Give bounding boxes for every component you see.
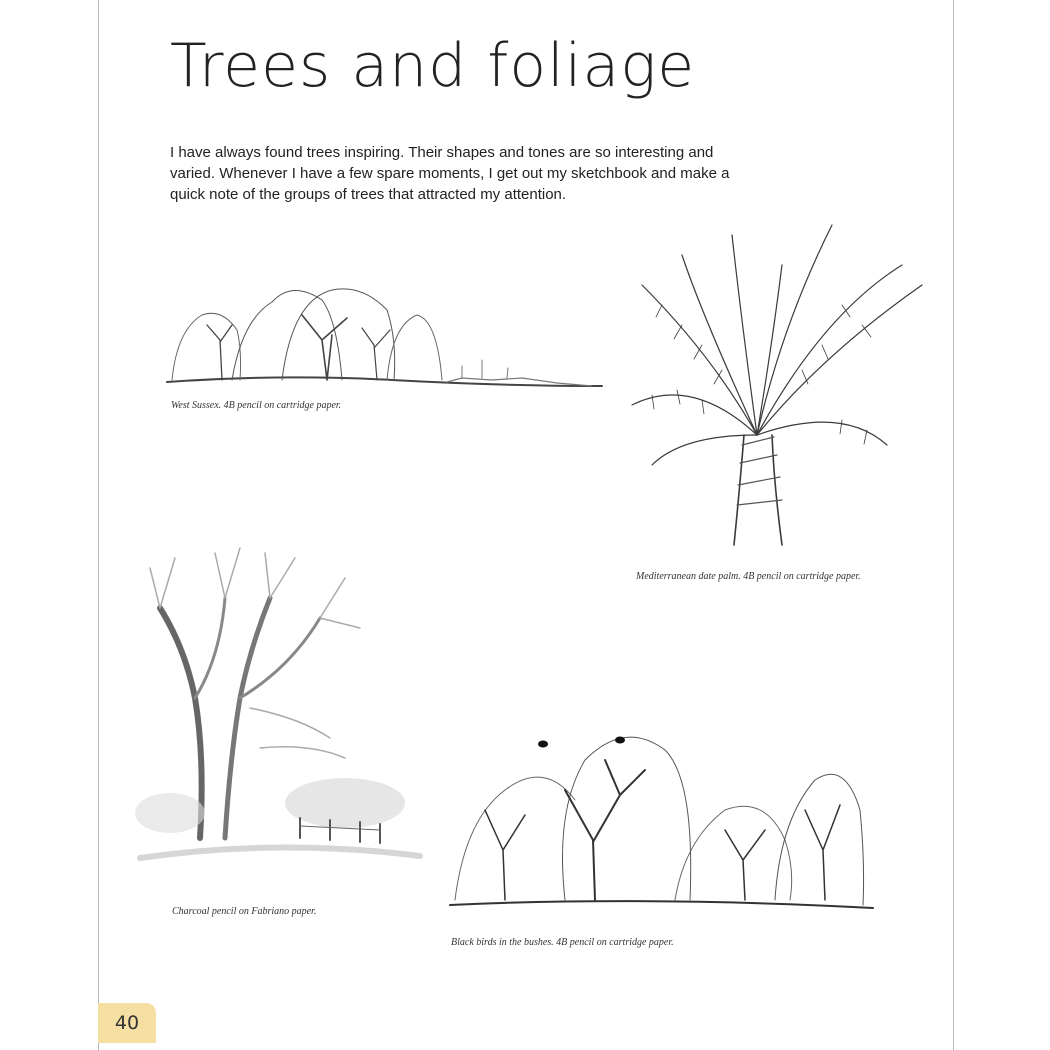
charcoal-caption: Charcoal pencil on Fabriano paper. — [172, 906, 317, 917]
west-sussex-caption: West Sussex. 4B pencil on cartridge paper. — [171, 400, 342, 411]
bushes-sketch — [445, 700, 877, 916]
date-palm-sketch — [622, 205, 932, 555]
intro-paragraph: I have always found trees inspiring. Their shapes and tones are so interesting and varied. Whenever I have a few spare moments, I get out my sketchbook and make a quick note of the groups of trees that attracted my attention. — [170, 144, 730, 203]
page-title: Trees and foliage — [170, 31, 696, 101]
west-sussex-sketch — [162, 270, 608, 396]
page-number: 40 — [114, 1012, 140, 1034]
charcoal-tree-sketch — [130, 538, 430, 872]
bushes-caption: Black birds in the bushes. 4B pencil on cartridge paper. — [451, 937, 674, 948]
page-number-tab — [98, 1003, 156, 1043]
date-palm-caption: Mediterranean date palm. 4B pencil on cartridge paper. — [636, 571, 861, 582]
